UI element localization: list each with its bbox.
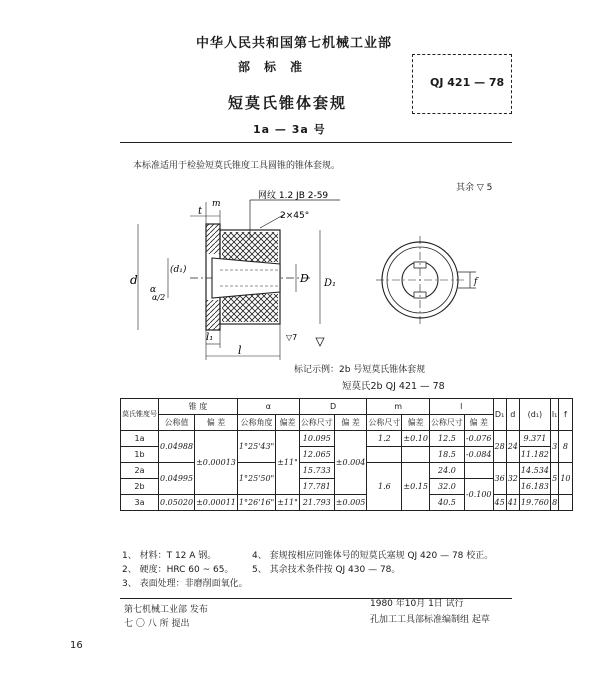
d-label: d xyxy=(130,273,138,287)
D1-label: D₁ xyxy=(324,278,337,289)
proposer: 七 〇 八 所 提出 xyxy=(124,619,190,629)
alpha-half-label: α/2 xyxy=(152,293,166,302)
ministry-heading: 中华人民共和国第七机械工业部 xyxy=(196,36,393,51)
col-l-header: l xyxy=(429,399,493,415)
col-no-header: 莫氏锥度号 xyxy=(121,399,159,431)
col-D1-header: D₁ xyxy=(493,399,506,431)
cell-d1: 14.534 xyxy=(519,463,550,479)
D-label: D xyxy=(300,272,309,285)
cell-l: 32.0 xyxy=(429,479,464,495)
intro-text: 本标准适用于检验短莫氏锥度工具圆锥的锥体套规。 xyxy=(133,161,341,171)
cell-D: 10.095 xyxy=(299,431,334,447)
cell-l: 18.5 xyxy=(429,447,464,463)
m-label: m xyxy=(212,199,221,209)
cell-l-dev xyxy=(464,463,493,479)
standard-number: QJ 421 — 78 xyxy=(430,76,505,89)
knurl-label: 网纹 1.2 JB 2-59 xyxy=(258,191,329,201)
cell-l-dev: -0.076 xyxy=(464,431,493,447)
table-row xyxy=(121,431,573,447)
cell-angle: 1°25'50" xyxy=(237,463,275,495)
cell-l-dev: -0.100 xyxy=(464,479,493,511)
sub-dev3: 偏 差 xyxy=(334,415,367,431)
knurl-bottom xyxy=(222,294,278,322)
cell-angle: 1°25'43" xyxy=(237,431,275,463)
roughness-symbol xyxy=(316,338,324,346)
standard-type: 部标准 xyxy=(238,60,317,74)
d1-label: (d₁) xyxy=(170,265,187,275)
table-header-row xyxy=(121,399,573,415)
document-title: 短莫氏锥体套规 xyxy=(228,94,348,112)
cell-l1: 3 xyxy=(550,431,558,463)
l1-label: l₁ xyxy=(206,332,214,343)
page-number: 16 xyxy=(70,640,83,651)
spec-table xyxy=(120,398,573,511)
note-material: 1、 材料：T 12 A 钢。 xyxy=(122,551,217,561)
cell-angle: 1°26'16" xyxy=(237,495,275,511)
roughness-small: ▽7 xyxy=(286,333,298,342)
note-surface: 3、 表面处理：非磨削面氧化。 xyxy=(122,579,248,589)
cell-l1: 8 xyxy=(550,495,558,511)
cell-taper-dev: ±0.00013 xyxy=(195,431,238,495)
cell-D-dev: ±0.005 xyxy=(334,495,367,511)
marking-example-label: 标记示例：2b 号短莫氏锥体套规 xyxy=(294,365,426,375)
l-label: l xyxy=(238,344,242,357)
publisher: 第七机械工业部 发布 xyxy=(124,605,208,615)
flange-section-top xyxy=(206,224,220,254)
cell-d: 32 xyxy=(506,463,519,495)
sub-dev-m: 偏差 xyxy=(402,415,430,431)
marking-example-code: 短莫氏2b QJ 421 — 78 xyxy=(342,381,445,392)
cell-m: 1.2 xyxy=(367,431,402,447)
cell-l: 40.5 xyxy=(429,495,464,511)
effective-date: 1980 年10月 1日 试行 xyxy=(370,599,464,609)
cell-D1: 28 xyxy=(493,431,506,463)
cell-m-dev: ±0.15 xyxy=(402,463,430,511)
cell-f: 10 xyxy=(559,463,572,495)
col-f-header: f xyxy=(559,399,572,431)
tapered-bore xyxy=(212,258,280,298)
sub-dev2: 偏差 xyxy=(276,415,300,431)
cell-d1: 11.182 xyxy=(519,447,550,463)
cell-d: 41 xyxy=(506,495,519,511)
cell-D: 21.793 xyxy=(299,495,334,511)
cell-f: 8 xyxy=(559,431,572,463)
cell-taper-dev: ±0.00011 xyxy=(195,495,238,511)
header-rule xyxy=(120,142,512,143)
cell-no: 2a xyxy=(121,463,159,479)
alpha-label: α xyxy=(150,285,157,295)
col-d-header: d xyxy=(506,399,519,431)
cell-d1: 9.371 xyxy=(519,431,550,447)
cell-angle-dev: ±11" xyxy=(276,495,300,511)
cell-l-dev: -0.084 xyxy=(464,447,493,463)
cell-D1: 36 xyxy=(493,463,506,495)
chamfer-label: 2×45° xyxy=(280,211,310,221)
sub-nom-value: 公称值 xyxy=(159,415,195,431)
cell-D1: 45 xyxy=(493,495,506,511)
cell-d: 24 xyxy=(506,431,519,463)
cell-d1: 19.760 xyxy=(519,495,550,511)
col-alpha-header: α xyxy=(237,399,299,415)
sub-nom-angle: 公称角度 xyxy=(237,415,275,431)
roughness-note: 其余 ▽ 5 xyxy=(456,183,493,193)
cell-angle-dev: ±11" xyxy=(276,431,300,495)
cell-D: 12.065 xyxy=(299,447,334,463)
cell-m: 1.6 xyxy=(367,463,402,511)
cell-l1: 5 xyxy=(550,463,558,495)
col-m-header: m xyxy=(367,399,430,415)
f-label: f xyxy=(474,277,478,287)
cell-m xyxy=(367,447,402,463)
cell-no: 1a xyxy=(121,431,159,447)
cell-taper: 0.04988 xyxy=(159,431,195,463)
cell-D: 15.733 xyxy=(299,463,334,479)
sub-dev-l: 偏 差 xyxy=(464,415,493,431)
sub-nom-size: 公称尺寸 xyxy=(299,415,334,431)
note-hardness: 2、 硬度：HRC 60 ~ 65。 xyxy=(122,565,234,575)
cell-no: 2b xyxy=(121,479,159,495)
cell-d1: 16.183 xyxy=(519,479,550,495)
sub-dev: 偏 差 xyxy=(195,415,238,431)
cell-m-dev xyxy=(402,447,430,463)
cell-D-dev: ±0.004 xyxy=(334,431,367,495)
size-range: 1a — 3a 号 xyxy=(253,123,326,136)
cell-no: 1b xyxy=(121,447,159,463)
col-d1-header: (d₁) xyxy=(519,399,550,431)
drafter: 孔加工工具部标准编制组 起草 xyxy=(370,615,490,625)
sub-nom-l: 公称尺寸 xyxy=(429,415,464,431)
cell-m-dev: ±0.10 xyxy=(402,431,430,447)
col-l1-header: l₁ xyxy=(550,399,558,431)
gauge-drawing xyxy=(120,188,520,366)
cell-l: 24.0 xyxy=(429,463,464,479)
sub-nom-m: 公称尺寸 xyxy=(367,415,402,431)
cell-D: 17.781 xyxy=(299,479,334,495)
table-row xyxy=(121,495,573,511)
cell-f xyxy=(559,495,572,511)
note-calibration: 4、 套规按相应同锥体号的短莫氏塞规 QJ 420 — 78 校正。 xyxy=(252,551,494,561)
t-label: t xyxy=(198,206,203,217)
cell-taper: 0.05020 xyxy=(159,495,195,511)
col-taper-header: 锥 度 xyxy=(159,399,238,415)
cell-taper: 0.04995 xyxy=(159,463,195,495)
note-other-spec: 5、 其余技术条件按 QJ 430 — 78。 xyxy=(252,565,401,575)
cell-no: 3a xyxy=(121,495,159,511)
flange-section-bottom xyxy=(206,300,220,330)
cell-l: 12.5 xyxy=(429,431,464,447)
col-D-header: D xyxy=(299,399,367,415)
